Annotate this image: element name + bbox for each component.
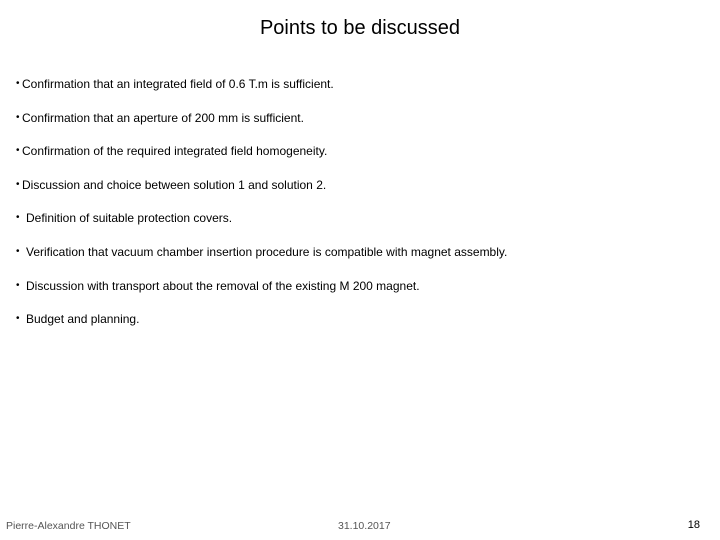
list-item [16, 76, 696, 110]
list-item [16, 110, 696, 144]
bullet-marker: • [16, 245, 20, 257]
bullet-marker: • [16, 145, 20, 157]
list-item [16, 177, 696, 211]
list-item [16, 244, 696, 278]
list-item [16, 143, 696, 177]
bullet-marker: • [16, 279, 20, 291]
bullet-text: Discussion and choice between solution 1 and solution 2. [22, 177, 327, 192]
slide-title: Points to be discussed [259, 17, 461, 39]
bullet-marker: • [16, 313, 20, 325]
list-item [16, 311, 696, 345]
bullet-text: Confirmation of the required integrated field homogeneity. [22, 144, 328, 159]
bullet-marker: • [16, 78, 20, 89]
bullet-marker: • [16, 111, 20, 123]
bullet-text: Discussion with transport about the removal of the existing M 200 magnet. [26, 278, 420, 293]
page-number: 18 [687, 519, 700, 531]
bullet-marker: • [16, 178, 20, 190]
bullet-list [16, 76, 696, 345]
bullet-marker: • [16, 212, 20, 224]
list-item [16, 210, 696, 244]
bullet-text: Verification that vacuum chamber insertion procedure is compatible with magnet assembly. [26, 244, 508, 259]
bullet-text: Budget and planning. [26, 312, 140, 327]
bullet-text: Definition of suitable protection covers. [26, 211, 233, 226]
footer-author: Pierre-Alexandre THONET [6, 520, 131, 532]
bullet-text: Confirmation that an aperture of 200 mm is sufficient. [22, 110, 304, 125]
list-item [16, 278, 696, 312]
bullet-text: Confirmation that an integrated field of 0.6 T.m is sufficient. [22, 77, 334, 91]
footer-date: 31.10.2017 [338, 520, 391, 532]
